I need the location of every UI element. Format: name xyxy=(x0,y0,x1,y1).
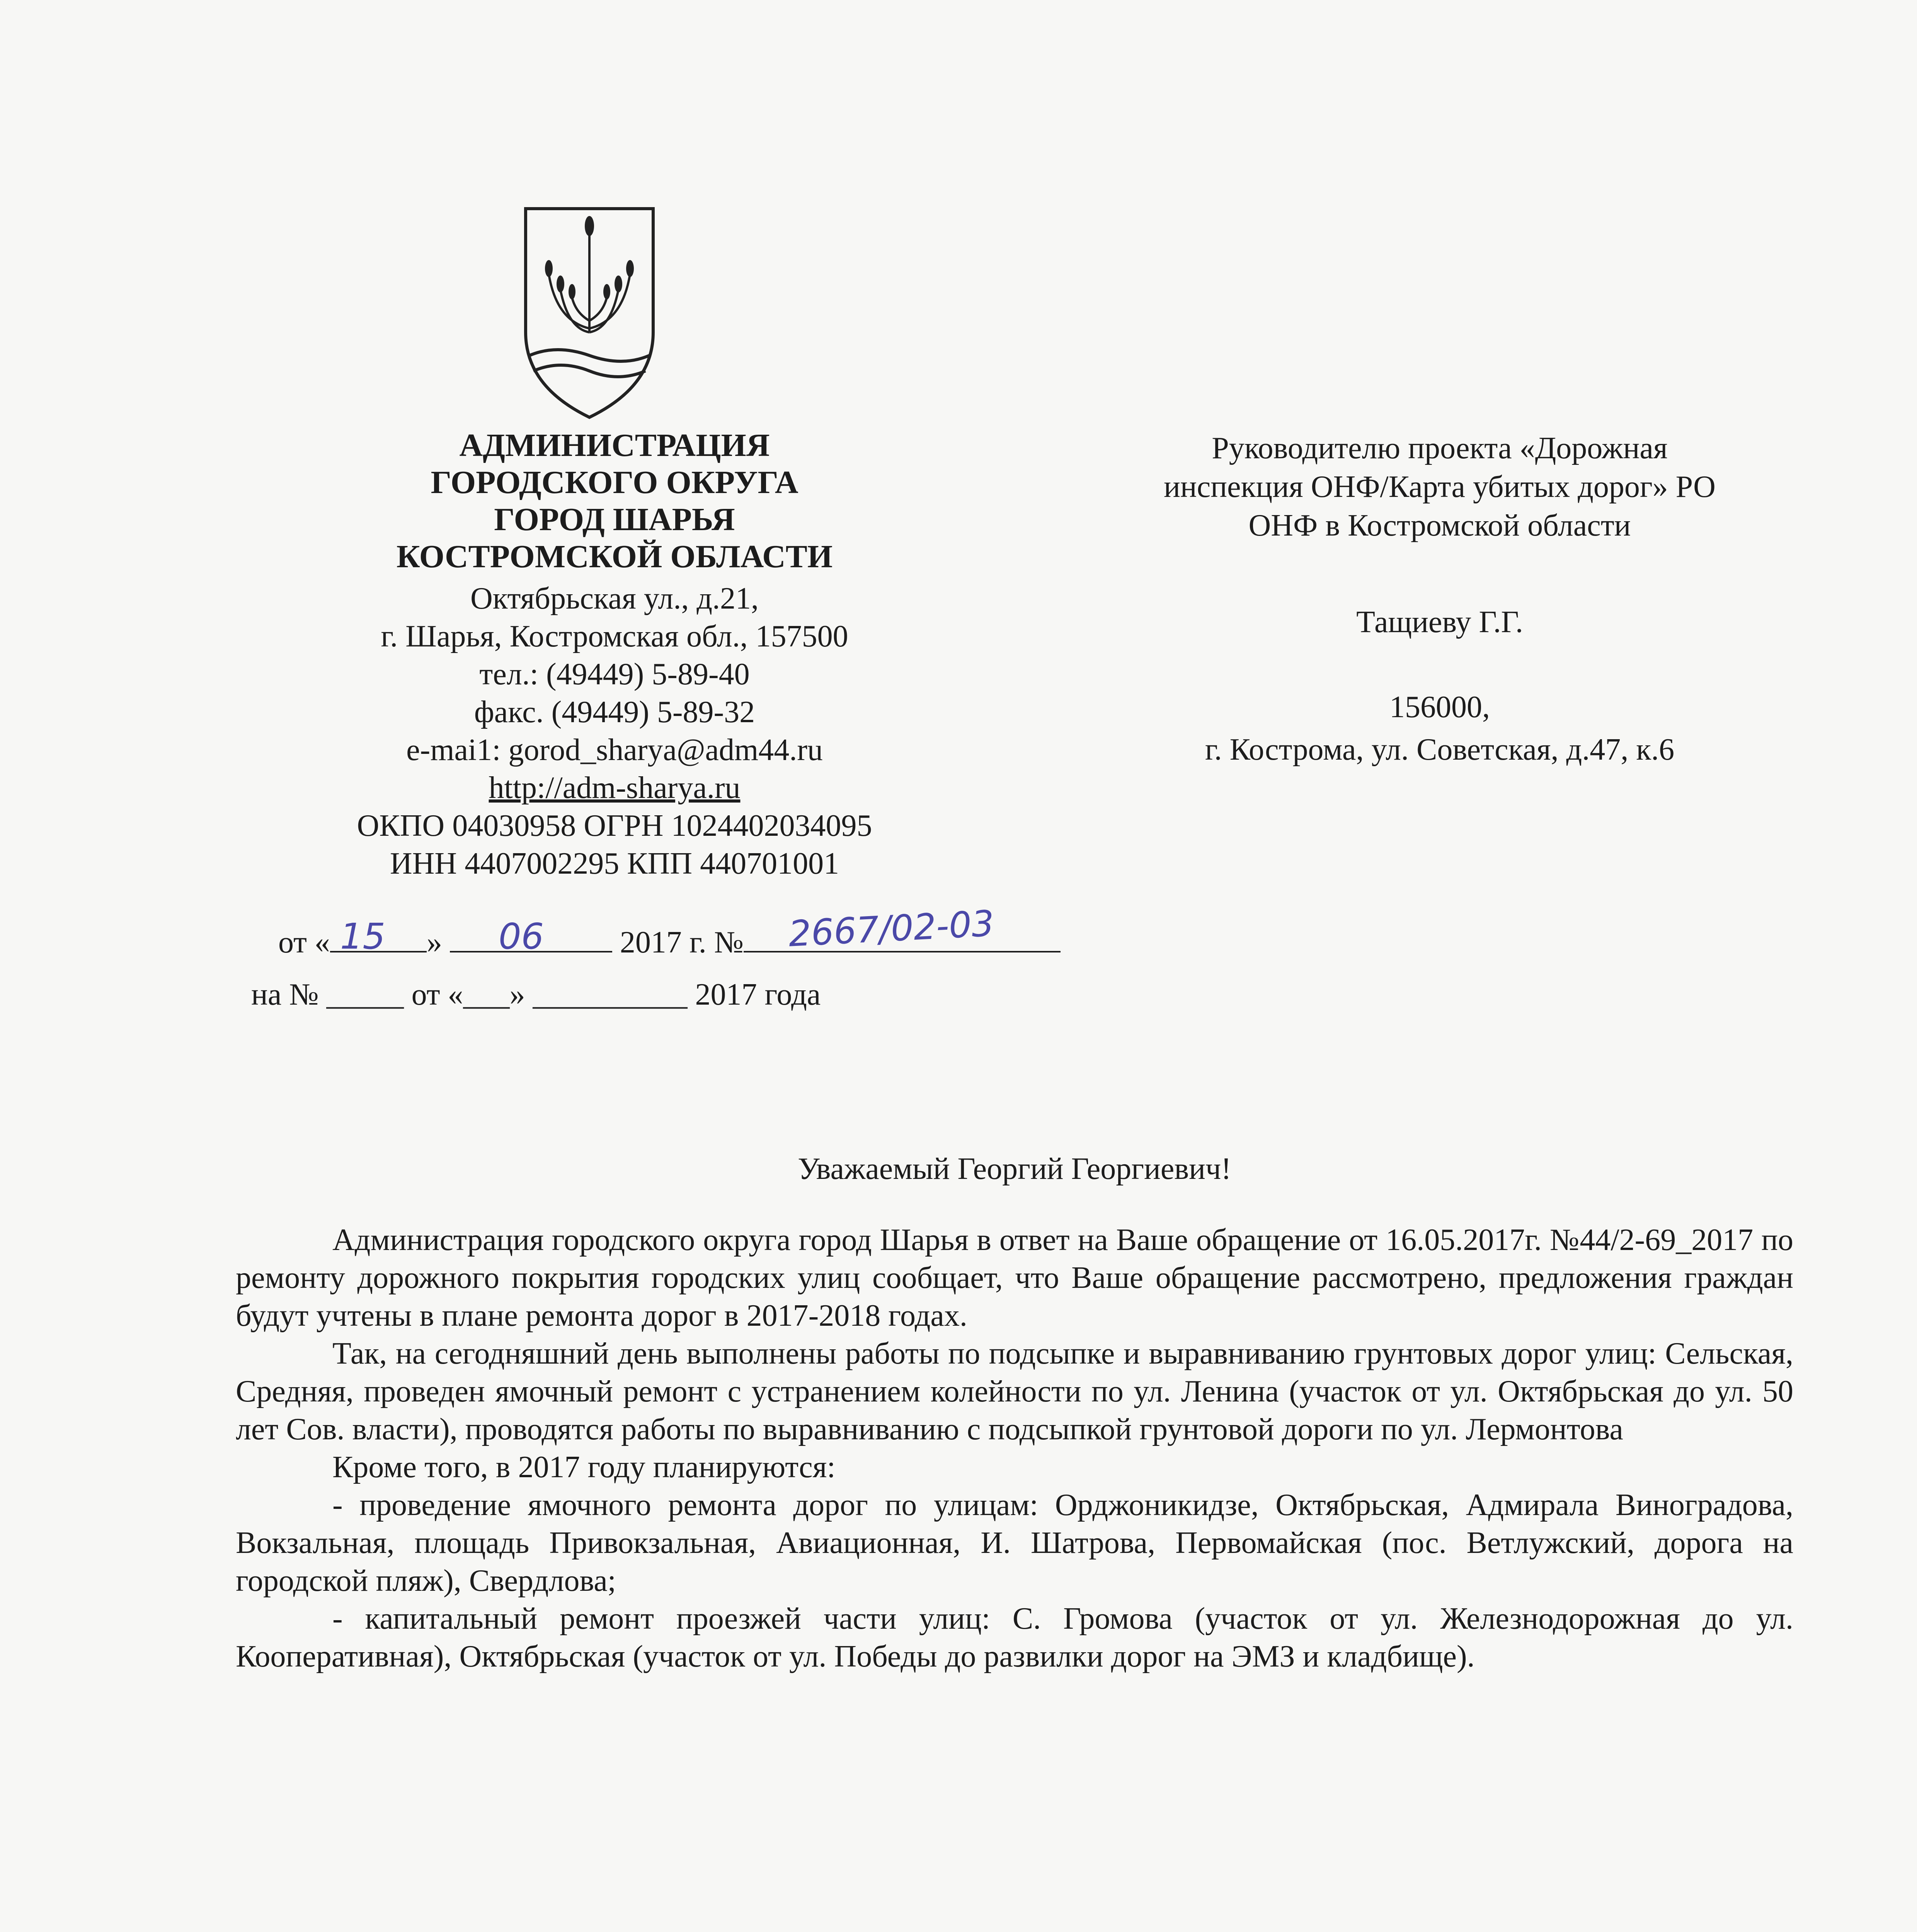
org-line: КОСТРОМСКОЙ ОБЛАСТИ xyxy=(396,539,833,575)
body-paragraph: - проведение ямочного ремонта дорог по улицам: Орджоникидзе, Октябрьская, Адмирала Виноградова, Вокзальная, площадь Привокзальная, Авиационная, И. Шатрова, Первомайская (пос. Ветлужский, дорога на городской пляж), Свердлова; xyxy=(236,1488,1793,1598)
addressee-address: г. Кострома, ул. Советская, д.47, к.6 xyxy=(1205,733,1675,767)
org-line: АДМИНИСТРАЦИЯ xyxy=(459,427,770,463)
handwritten-day: 15 xyxy=(340,916,386,957)
addressee-line: ОНФ в Костромской области xyxy=(1248,509,1631,543)
tax-codes-line: ИНН 4407002295 КПП 440701001 xyxy=(390,847,839,881)
letterhead-organization xyxy=(220,427,1009,575)
outgoing-reference: от « » 2017 г. № xyxy=(278,923,1061,961)
addressee-block xyxy=(1082,429,1797,545)
addressee-line: инспекция ОНФ/Карта убитых дорог» РО xyxy=(1164,470,1716,504)
fax-line: факс. (49449) 5-89-32 xyxy=(474,695,755,729)
email-line[interactable]: e-mai1: gorod_sharya@adm44.ru xyxy=(406,733,823,767)
letterhead-contacts xyxy=(220,580,1009,883)
coat-of-arms-icon xyxy=(522,205,657,421)
registry-codes-line: ОКПО 04030958 ОГРН 1024402034095 xyxy=(357,809,872,843)
address-line: г. Шарья, Костромская обл., 157500 xyxy=(381,619,848,653)
address-line: Октябрьская ул., д.21, xyxy=(470,582,759,616)
addressee-line: Руководителю проекта «Дорожная xyxy=(1212,431,1668,465)
body-paragraph: Кроме того, в 2017 году планируются: xyxy=(332,1450,836,1484)
org-line: ГОРОДСКОГО ОКРУГА xyxy=(431,464,798,500)
org-line: ГОРОД ШАРЬЯ xyxy=(494,502,735,537)
letter-body xyxy=(236,1221,1793,1675)
handwritten-number: 2667/02-03 xyxy=(787,903,995,955)
body-paragraph: - капитальный ремонт проезжей части улиц: С. Громова (участок от ул. Железнодорожная до ул. Кооперативная), Октябрьская (участок от ул. Победы до развилки дорог на ЭМЗ и кладбище). xyxy=(236,1602,1793,1673)
body-paragraph: Администрация городского округа город Шарья в ответ на Ваше обращение от 16.05.2017г. №44/2-69_2017 по ремонту дорожного покрытия городских улиц сообщает, что Ваше обращение рассмотрено, предложения граждан будут учтены в плане ремонта дорог в 2017-2018 годах. xyxy=(236,1223,1793,1333)
handwritten-month: 06 xyxy=(499,916,544,957)
addressee-name: Тащиеву Г.Г. xyxy=(1356,605,1523,639)
incoming-reference: на № _____ от «___» __________ 2017 года xyxy=(251,978,821,1012)
website-link[interactable]: http://adm-sharya.ru xyxy=(489,771,741,805)
phone-line: тел.: (49449) 5-89-40 xyxy=(479,657,750,691)
addressee-postcode: 156000, xyxy=(1389,690,1490,724)
greeting: Уважаемый Георгий Георгиевич! xyxy=(798,1152,1231,1186)
body-paragraph: Так, на сегодняшний день выполнены работы по подсыпке и выравниванию грунтовых дорог улиц: Сельская, Средняя, проведен ямочный ремонт с устранением колейности по ул. Ленина (участок от ул. Октябрьская до ул. 50 лет Сов. власти), проводятся работы по выравниванию с подсыпкой грунтовой дороги по ул. Лермонтова xyxy=(236,1337,1793,1446)
